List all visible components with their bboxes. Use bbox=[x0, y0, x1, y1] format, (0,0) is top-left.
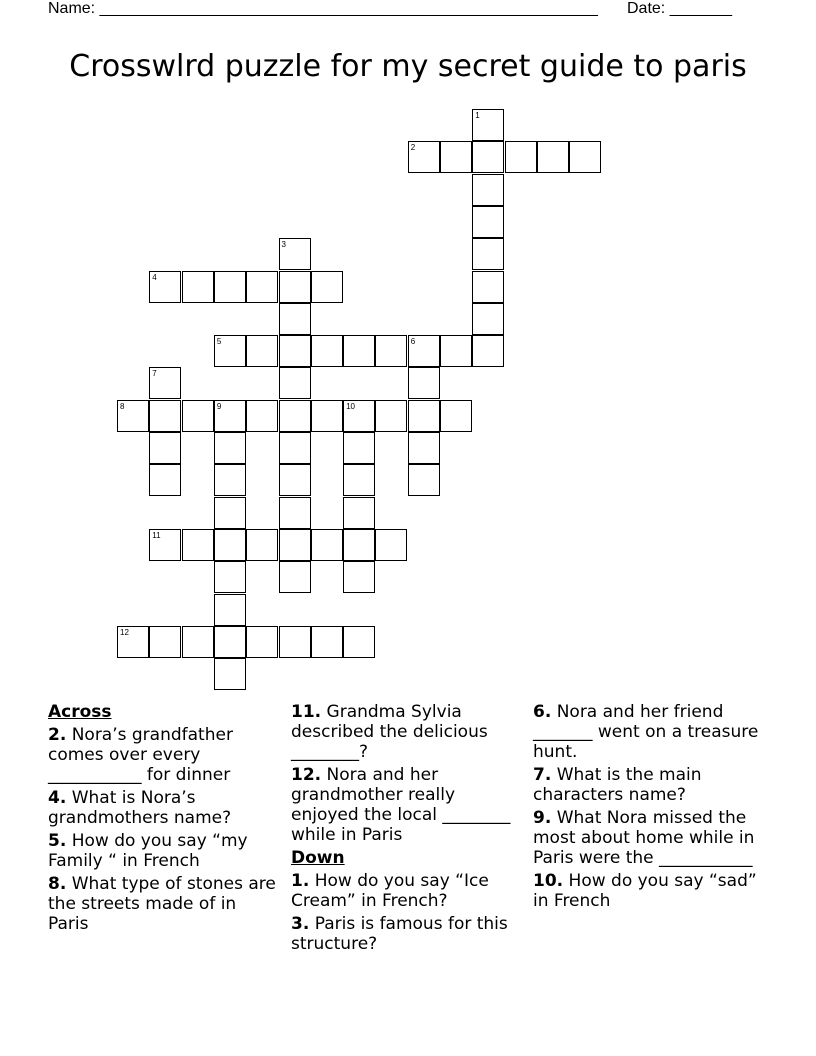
grid-cell[interactable] bbox=[182, 529, 214, 561]
grid-cell[interactable] bbox=[537, 141, 569, 173]
clue-down-1: 1. How do you say “Ice Cream” in French? bbox=[291, 871, 489, 911]
grid-cell[interactable] bbox=[246, 271, 278, 303]
clue-across-8: 8. What type of stones are the streets made of in Paris bbox=[48, 874, 276, 934]
grid-cell[interactable] bbox=[472, 174, 504, 206]
clue-across-11: 11. Grandma Sylvia described the delicious ________? bbox=[291, 702, 488, 762]
grid-cell[interactable] bbox=[214, 271, 246, 303]
grid-cell[interactable] bbox=[214, 658, 246, 690]
clue-number: 2 bbox=[410, 143, 416, 153]
clue-number: 5 bbox=[216, 337, 222, 347]
grid-cell[interactable] bbox=[343, 497, 375, 529]
clue-column-1 bbox=[48, 702, 276, 937]
name-field-label[interactable]: Name: ________________________________________________________ bbox=[48, 0, 598, 17]
grid-cell[interactable] bbox=[279, 238, 311, 270]
grid-cell[interactable] bbox=[117, 626, 149, 658]
clue-across-5: 5. How do you say “my Family “ in French bbox=[48, 831, 248, 871]
grid-cell[interactable] bbox=[472, 141, 504, 173]
grid-cell[interactable] bbox=[375, 335, 407, 367]
grid-cell[interactable] bbox=[279, 561, 311, 593]
clue-number: 4 bbox=[152, 272, 157, 282]
grid-cell[interactable] bbox=[149, 626, 181, 658]
down-heading: Down bbox=[291, 848, 345, 868]
clue-number: 1 bbox=[475, 111, 480, 120]
grid-cell[interactable] bbox=[311, 529, 343, 561]
grid-cell[interactable] bbox=[279, 303, 311, 335]
grid-cell[interactable] bbox=[375, 400, 407, 432]
grid-cell[interactable] bbox=[214, 529, 246, 561]
grid-cell[interactable] bbox=[472, 206, 504, 238]
grid-cell[interactable] bbox=[408, 141, 440, 173]
clue-number: 10 bbox=[346, 401, 355, 411]
grid-cell[interactable] bbox=[311, 626, 343, 658]
grid-cell[interactable] bbox=[149, 432, 181, 464]
grid-cell[interactable] bbox=[214, 335, 246, 367]
grid-cell[interactable] bbox=[279, 529, 311, 561]
grid-cell[interactable] bbox=[472, 303, 504, 335]
grid-cell[interactable] bbox=[149, 464, 181, 496]
grid-cell[interactable] bbox=[149, 400, 181, 432]
grid-cell[interactable] bbox=[214, 594, 246, 626]
grid-cell[interactable] bbox=[343, 529, 375, 561]
grid-cell[interactable] bbox=[149, 367, 181, 399]
grid-cell[interactable] bbox=[279, 626, 311, 658]
grid-cell[interactable] bbox=[408, 400, 440, 432]
clue-across-12: 12. Nora and her grandmother really enjoyed the local ________ while in Paris bbox=[291, 765, 511, 845]
clue-down-9: 9. What Nora missed the most about home while in Paris were the ___________ bbox=[533, 808, 755, 868]
clue-down-10: 10. How do you say “sad” in French bbox=[533, 871, 757, 911]
clue-number: 9 bbox=[216, 401, 222, 411]
across-heading: Across bbox=[48, 702, 112, 722]
grid-cell[interactable] bbox=[279, 432, 311, 464]
grid-cell[interactable] bbox=[311, 271, 343, 303]
grid-cell[interactable] bbox=[246, 335, 278, 367]
grid-cell[interactable] bbox=[214, 626, 246, 658]
clue-down-3: 3. Paris is famous for this structure? bbox=[291, 914, 508, 954]
grid-cell[interactable] bbox=[214, 400, 246, 432]
grid-cell[interactable] bbox=[408, 367, 440, 399]
grid-cell[interactable] bbox=[214, 497, 246, 529]
grid-cell[interactable] bbox=[343, 626, 375, 658]
clue-number: 3 bbox=[281, 240, 286, 250]
grid-cell[interactable] bbox=[343, 561, 375, 593]
grid-cell[interactable] bbox=[182, 271, 214, 303]
grid-cell[interactable] bbox=[246, 529, 278, 561]
grid-cell[interactable] bbox=[279, 497, 311, 529]
grid-cell[interactable] bbox=[440, 400, 472, 432]
clue-across-2: 2. Nora’s grandfather comes over every ___________ for dinner bbox=[48, 725, 233, 785]
grid-cell[interactable] bbox=[343, 335, 375, 367]
grid-cell[interactable] bbox=[182, 400, 214, 432]
grid-cell[interactable] bbox=[311, 335, 343, 367]
grid-cell[interactable] bbox=[472, 271, 504, 303]
grid-cell[interactable] bbox=[182, 626, 214, 658]
grid-cell[interactable] bbox=[472, 238, 504, 270]
clue-down-6: 6. Nora and her friend _______ went on a treasure hunt. bbox=[533, 702, 759, 762]
clue-column-3 bbox=[533, 702, 773, 914]
grid-cell[interactable] bbox=[472, 335, 504, 367]
grid-cell[interactable] bbox=[279, 367, 311, 399]
clue-column-2 bbox=[291, 702, 519, 957]
clue-number: 6 bbox=[410, 337, 416, 347]
clue-number: 7 bbox=[152, 369, 157, 379]
grid-cell[interactable] bbox=[214, 432, 246, 464]
clue-across-4: 4. What is Nora’s grandmothers name? bbox=[48, 788, 232, 828]
grid-cell[interactable] bbox=[117, 400, 149, 432]
grid-cell[interactable] bbox=[408, 335, 440, 367]
grid-cell[interactable] bbox=[311, 400, 343, 432]
grid-cell[interactable] bbox=[149, 529, 181, 561]
grid-cell[interactable] bbox=[440, 141, 472, 173]
grid-cell[interactable] bbox=[569, 141, 601, 173]
grid-cell[interactable] bbox=[472, 109, 504, 141]
grid-cell[interactable] bbox=[279, 464, 311, 496]
grid-cell[interactable] bbox=[214, 561, 246, 593]
grid-cell[interactable] bbox=[214, 464, 246, 496]
grid-cell[interactable] bbox=[408, 432, 440, 464]
puzzle-title: Crosswlrd puzzle for my secret guide to paris bbox=[69, 49, 747, 84]
clue-number: 12 bbox=[120, 627, 129, 637]
clue-down-7: 7. What is the main characters name? bbox=[533, 765, 702, 805]
grid-cell[interactable] bbox=[279, 335, 311, 367]
grid-cell[interactable] bbox=[408, 464, 440, 496]
grid-cell[interactable] bbox=[505, 141, 537, 173]
grid-cell[interactable] bbox=[440, 335, 472, 367]
date-field-label[interactable]: Date: _______ bbox=[627, 0, 732, 17]
grid-cell[interactable] bbox=[246, 626, 278, 658]
grid-cell[interactable] bbox=[343, 400, 375, 432]
clue-number: 11 bbox=[152, 530, 161, 540]
clue-number: 8 bbox=[120, 401, 125, 411]
grid-cell[interactable] bbox=[375, 529, 407, 561]
grid-cell[interactable] bbox=[279, 271, 311, 303]
grid-cell[interactable] bbox=[279, 400, 311, 432]
grid-cell[interactable] bbox=[343, 432, 375, 464]
grid-cell[interactable] bbox=[343, 464, 375, 496]
grid-cell[interactable] bbox=[246, 400, 278, 432]
grid-cell[interactable] bbox=[149, 271, 181, 303]
